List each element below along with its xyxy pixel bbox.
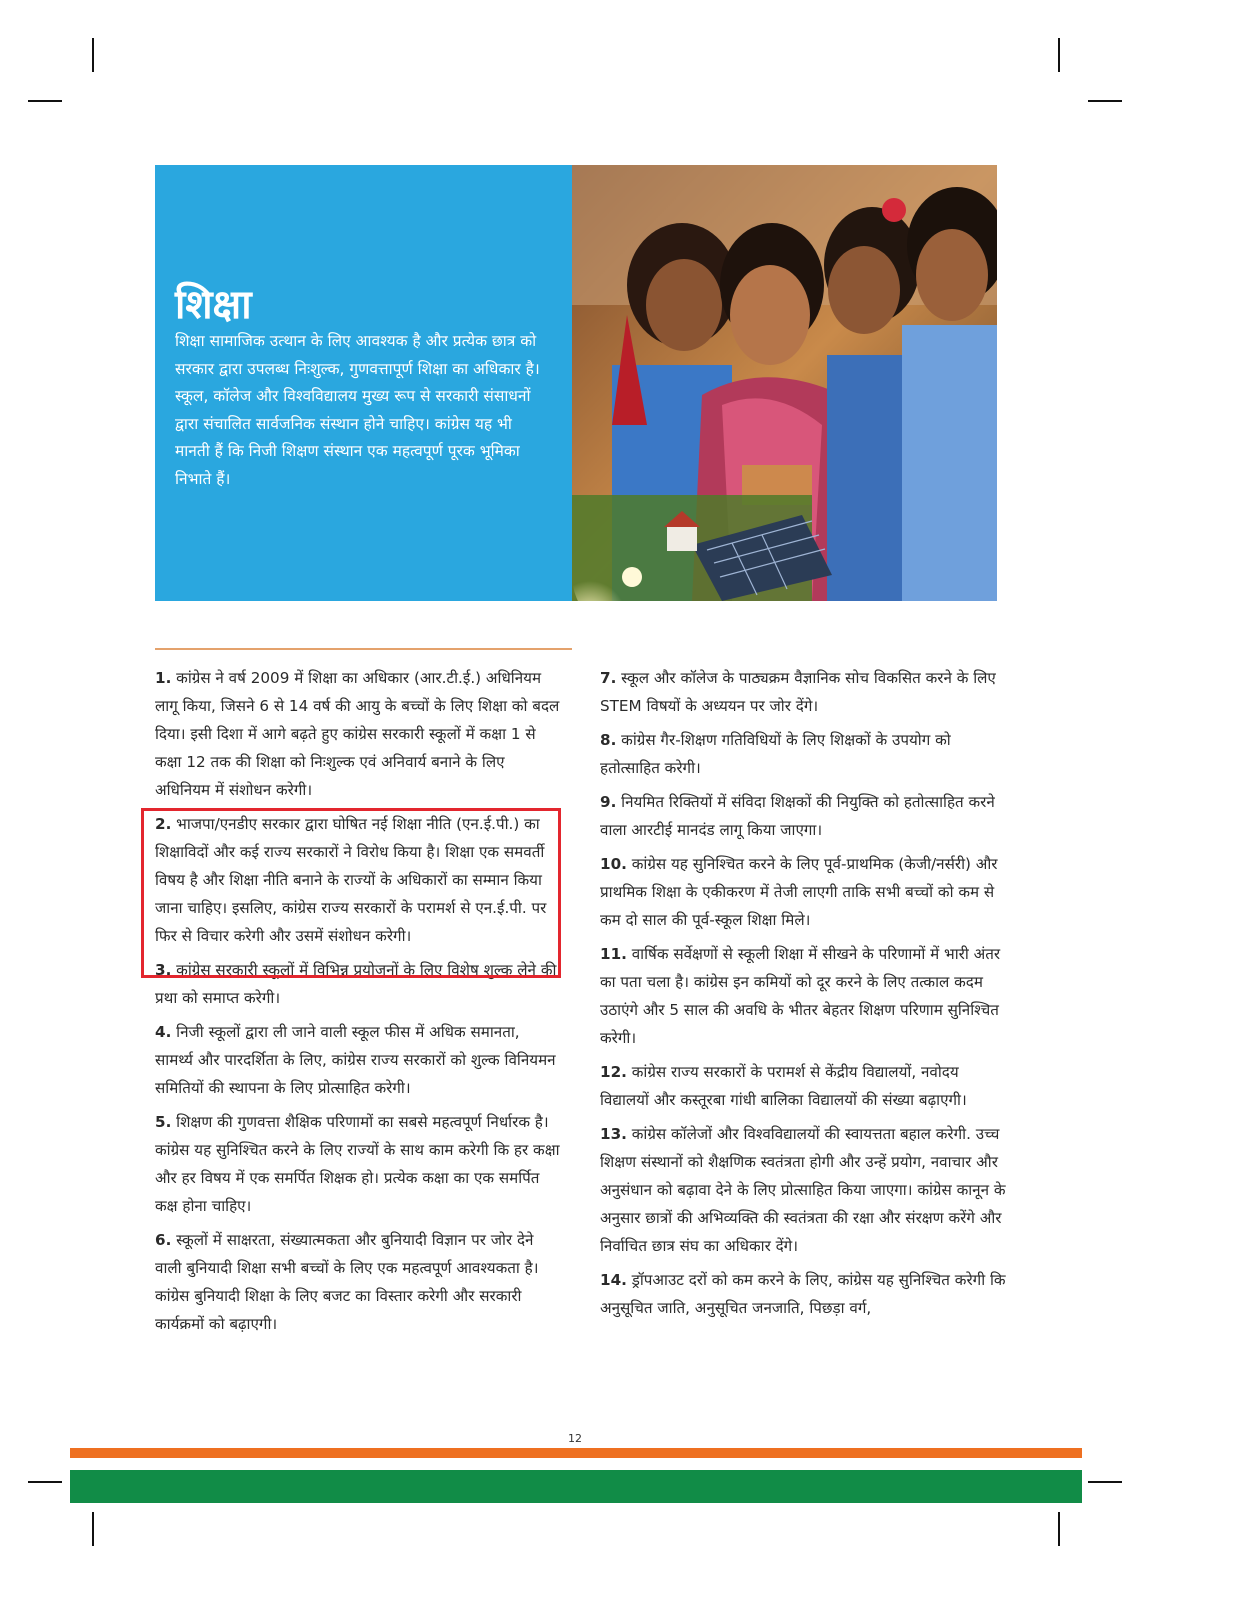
list-item-highlighted: 2. भाजपा/एनडीए सरकार द्वारा घोषित नई शिक्षा नीति (एन.ई.पी.) का शिक्षाविदों और कई राज्य सरकारों ने विरोध किया है। शिक्षा एक समवर्ती विषय है और शिक्षा नीति बनाने के राज्यों के अधिकारों का सम्मान किया जाना चाहिए। इसलिए, कांग्रेस राज्य सरकारों के परामर्श से एन.ई.पी. पर फिर से विचार करेगी और उसमें संशोधन करेगी।: [155, 815, 547, 945]
crop-mark-bottom-right-v: [1058, 1512, 1060, 1546]
list-item: 10. कांग्रेस यह सुनिश्चित करने के लिए पूर्व-प्राथमिक (केजी/नर्सरी) और प्राथमिक शिक्षा के एकीकरण में तेजी लाएगी ताकि सभी बच्चों को कम से कम दो साल की पूर्व-स्कूल शिक्षा मिले।: [600, 855, 998, 929]
left-column: [155, 664, 560, 1344]
section-divider: [155, 648, 572, 650]
crop-mark-bottom-left-v: [92, 1512, 94, 1546]
crop-mark-top-right-h: [1088, 100, 1122, 102]
footer-band-orange: [70, 1448, 1082, 1458]
right-column: [600, 664, 1010, 1328]
crop-mark-top-right-v: [1058, 38, 1060, 72]
page-title: शिक्षा: [175, 282, 252, 328]
footer-band-green: [70, 1470, 1082, 1503]
list-item: 9. नियमित रिक्तियों में संविदा शिक्षकों की नियुक्ति को हतोत्साहित करने वाला आरटीई मानदंड लागू किया जाएगा।: [600, 793, 995, 839]
list-item: 1. कांग्रेस ने वर्ष 2009 में शिक्षा का अधिकार (आर.टी.ई.) अधिनियम लागू किया, जिसने 6 से 14 वर्ष की आयु के बच्चों के लिए शिक्षा को बदल दिया। इसी दिशा में आगे बढ़ते हुए कांग्रेस सरकारी स्कूलों में कक्षा 1 से कक्षा 12 तक की शिक्षा को निःशुल्क एवं अनिवार्य बनाने के लिए अधिनियम में संशोधन करेगी।: [155, 669, 560, 799]
crop-mark-top-left-h: [28, 100, 62, 102]
list-item: 3. कांग्रेस सरकारी स्कूलों में विभिन्न प्रयोजनों के लिए विशेष शुल्क लेने की प्रथा को समाप्त करेगी।: [155, 961, 557, 1007]
classroom-photo: [572, 165, 997, 601]
list-item: 8. कांग्रेस गैर-शिक्षण गतिविधियों के लिए शिक्षकों के उपयोग को हतोत्साहित करेगी।: [600, 731, 951, 777]
crop-mark-top-left-v: [92, 38, 94, 72]
list-item: 4. निजी स्कूलों द्वारा ली जाने वाली स्कूल फीस में अधिक समानता, सामर्थ्य और पारदर्शिता के लिए, कांग्रेस राज्य सरकारों को शुल्क विनियमन समितियों की स्थापना के लिए प्रोत्साहित करेगी।: [155, 1023, 556, 1097]
list-item: 12. कांग्रेस राज्य सरकारों के परामर्श से केंद्रीय विद्यालयों, नवोदय विद्यालयों और कस्तूरबा गांधी बालिका विद्यालयों की संख्या बढ़ाएगी।: [600, 1063, 967, 1109]
page-number: 12: [568, 1432, 582, 1445]
list-item: 14. ड्रॉपआउट दरों को कम करने के लिए, कांग्रेस यह सुनिश्चित करेगी कि अनुसूचित जाति, अनुसूचित जनजाति, पिछड़ा वर्ग,: [600, 1271, 1006, 1317]
crop-mark-bottom-left-h: [28, 1481, 62, 1483]
list-item: 13. कांग्रेस कॉलेजों और विश्वविद्यालयों की स्वायत्तता बहाल करेगी. उच्च शिक्षण संस्थानों को शैक्षणिक स्वतंत्रता होगी और उन्हें प्रयोग, नवाचार और अनुसंधान को बढ़ावा देने के लिए प्रोत्साहित किया जाएगा। कांग्रेस कानून के अनुसार छात्रों की अभिव्यक्ति की स्वतंत्रता की रक्षा और संरक्षण करेंगे और निर्वाचित छात्र संघ का अधिकार देंगे।: [600, 1125, 1006, 1255]
list-item: 6. स्कूलों में साक्षरता, संख्यात्मकता और बुनियादी विज्ञान पर जोर देने वाली बुनियादी शिक्षा सभी बच्चों के लिए एक महत्वपूर्ण आवश्यकता है। कांग्रेस बुनियादी शिक्षा के लिए बजट का विस्तार करेगी और सरकारी कार्यक्रमों को बढ़ाएगी।: [155, 1231, 539, 1333]
crop-mark-bottom-right-h: [1088, 1481, 1122, 1483]
list-item: 11. वार्षिक सर्वेक्षणों से स्कूली शिक्षा में सीखने के परिणामों में भारी अंतर का पता चला है। कांग्रेस इन कमियों को दूर करने के लिए तत्काल कदम उठाएंगे और 5 साल की अवधि के भीतर बेहतर शिक्षण परिणाम सुनिश्चित करेगी।: [600, 945, 1001, 1047]
highlight-box: [141, 808, 561, 978]
list-item: 7. स्कूल और कॉलेज के पाठ्यक्रम वैज्ञानिक सोच विकसित करने के लिए STEM विषयों के अध्ययन पर जोर देंगे।: [600, 669, 996, 715]
hero-intro-text: शिक्षा सामाजिक उत्थान के लिए आवश्यक है और प्रत्येक छात्र को सरकार द्वारा उपलब्ध निःशुल्क, गुणवत्तापूर्ण शिक्षा का अधिकार है। स्कूल, कॉलेज और विश्वविद्यालय मुख्य रूप से सरकारी संसाधनों द्वारा संचालित सार्वजनिक संस्थान होने चाहिए। कांग्रेस यह भी मानती हैं कि निजी शिक्षण संस्थान एक महत्वपूर्ण पूरक भूमिका निभाते हैं।: [175, 332, 540, 488]
list-item: 5. शिक्षण की गुणवत्ता शैक्षिक परिणामों का सबसे महत्वपूर्ण निर्धारक है। कांग्रेस यह सुनिश्चित करने के लिए राज्यों के साथ काम करेगी कि हर कक्षा और हर विषय में एक समर्पित शिक्षक हो। प्रत्येक कक्षा का एक समर्पित कक्ष होना चाहिए।: [155, 1113, 560, 1215]
